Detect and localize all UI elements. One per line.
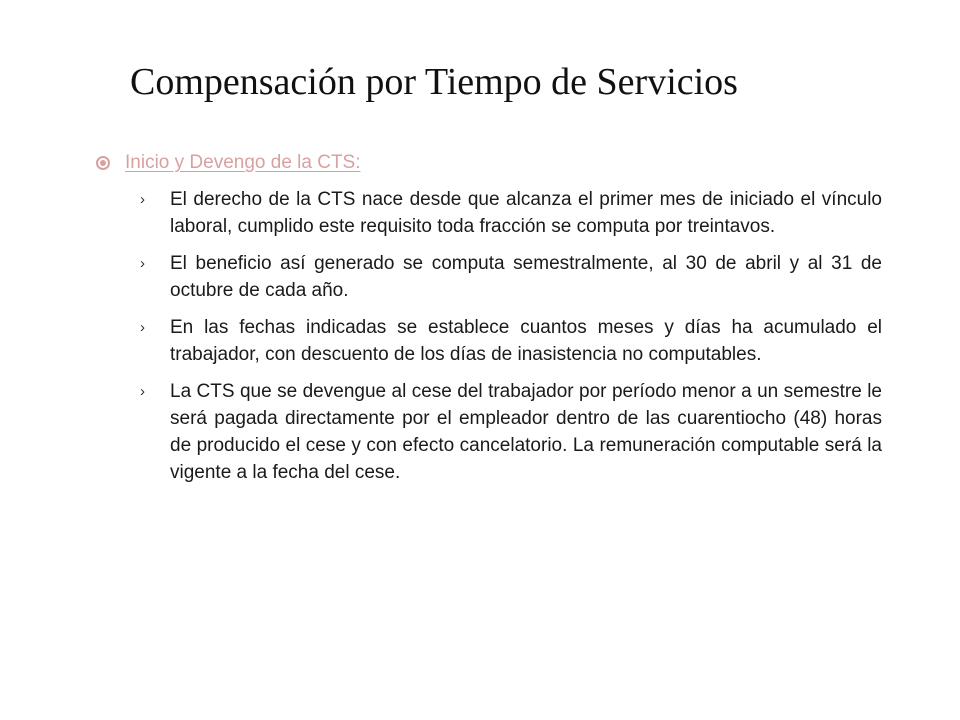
list-item-text: En las fechas indicadas se establece cuantos meses y días ha acumulado el trabajador, con descuento de los días de inasistencia no computables. [170, 317, 882, 365]
chevron-right-icon: › [140, 319, 145, 336]
bullet-list [136, 186, 882, 496]
chevron-right-icon: › [140, 255, 145, 272]
list-item [136, 314, 882, 368]
list-item [136, 250, 882, 304]
list-item [136, 378, 882, 486]
slide-title: Compensación por Tiempo de Servicios [130, 61, 738, 103]
chevron-right-icon: › [140, 191, 145, 208]
list-item-text: El beneficio así generado se computa semestralmente, al 30 de abril y al 31 de octubre de cada año. [170, 253, 882, 301]
circle-bullet-icon [96, 156, 110, 170]
chevron-right-icon: › [140, 383, 145, 400]
section-heading-text: Inicio y Devengo de la CTS: [125, 152, 361, 173]
section-heading [96, 148, 361, 178]
list-item [136, 186, 882, 240]
list-item-text: La CTS que se devengue al cese del trabajador por período menor a un semestre le será pagada directamente por el empleador dentro de las cuarentiocho (48) horas de producido el cese y con efecto cancelatorio. La remuneración computable será la vigente a la fecha del cese. [170, 381, 882, 483]
list-item-text: El derecho de la CTS nace desde que alcanza el primer mes de iniciado el vínculo laboral, cumplido este requisito toda fracción se computa por treintavos. [170, 189, 882, 237]
